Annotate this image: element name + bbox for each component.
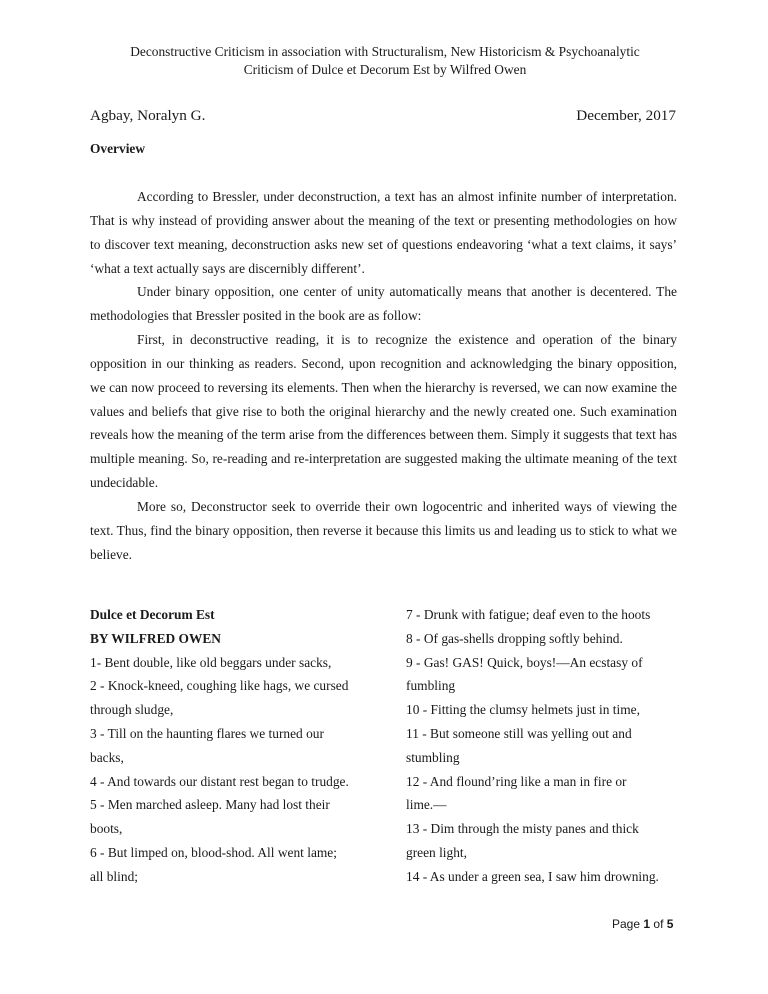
- poem-line: lime.—: [406, 797, 447, 813]
- paragraph: More so, Deconstructor seek to override their own logocentric and inherited ways of viewing the text. Thus, find the binary opposition, then reverse it because this limits us and leading us to stick to what we believe.: [90, 498, 677, 562]
- current-page: 1: [643, 917, 651, 931]
- poem-line: 6 - But limped on, blood-shod. All went lame;: [90, 844, 337, 860]
- header-line-2: Criticism of Dulce et Decorum Est by Wilfred Owen: [243, 62, 527, 77]
- poem-line: 1- Bent double, like old beggars under sacks,: [90, 654, 332, 670]
- poem-right-column: [406, 603, 706, 889]
- poem-line: 7 - Drunk with fatigue; deaf even to the hoots: [406, 607, 651, 622]
- page-number: [612, 917, 673, 931]
- overview-heading: Overview: [90, 141, 146, 156]
- poem-line: 8 - Of gas-shells dropping softly behind.: [406, 630, 623, 646]
- document-header: [90, 43, 680, 79]
- poem-left-column: [90, 603, 390, 889]
- poem-line: 11 - But someone still was yelling out and: [406, 725, 632, 741]
- paragraph: Under binary opposition, one center of unity automatically means that another is decentered. The methodologies that Bressler posited in the book are as follow:: [90, 284, 677, 324]
- poem-line: 10 - Fitting the clumsy helmets just in time,: [406, 702, 640, 718]
- poem-line: all blind;: [90, 868, 138, 884]
- poem-line: 14 - As under a green sea, I saw him drowning.: [406, 868, 659, 884]
- paragraph: First, in deconstructive reading, it is to recognize the existence and operation of the binary opposition in our thinking as readers. Second, upon recognition and acknowledging the binary opposition, we can now proceed to reversing its elements. Then when the hierarchy is reversed, we can now examine the values and beliefs that give rise to both the original hierarchy and the newly created one. Such examination reveals how the meaning of the term arise from the differences between them. Simply it suggests that text has multiple meaning. So, re-reading and re-interpretation are suggested making the ultimate meaning of the text undecidable.: [90, 332, 677, 491]
- poem-line: through sludge,: [90, 702, 174, 718]
- poem-title: Dulce et Decorum Est: [90, 607, 215, 622]
- author-name: Agbay, Noralyn G.: [90, 107, 206, 124]
- of-word: of: [653, 917, 664, 931]
- overview-body: [90, 185, 677, 567]
- poem-line: 9 - Gas! GAS! Quick, boys!—An ecstasy of: [406, 654, 643, 670]
- total-pages: 5: [666, 917, 674, 931]
- paragraph: According to Bressler, under deconstruction, a text has an almost infinite number of interpretation. That is why instead of providing answer about the meaning of the text or presenting methodologies on how to discover text meaning, deconstruction asks new set of questions endeavoring ‘what a text claims, it says’ ‘what a text actually says are discernibly different’.: [90, 189, 677, 276]
- poem-line: 5 - Men marched asleep. Many had lost their: [90, 797, 330, 813]
- poem-line: fumbling: [406, 678, 456, 694]
- poem-byline: BY WILFRED OWEN: [90, 630, 221, 646]
- poem-line: boots,: [90, 821, 123, 837]
- poem-line: 3 - Till on the haunting flares we turned our: [90, 725, 324, 741]
- header-line-1: Deconstructive Criticism in association with Structuralism, New Historicism & Psychoanalytic: [130, 44, 640, 59]
- poem-line: backs,: [90, 749, 124, 765]
- poem-line: 4 - And towards our distant rest began to trudge.: [90, 773, 349, 789]
- poem-line: stumbling: [406, 749, 460, 765]
- author-date-row: [90, 107, 676, 125]
- page-word: Page: [612, 917, 641, 931]
- poem-line: green light,: [406, 844, 467, 860]
- document-date: December, 2017: [576, 107, 676, 124]
- poem-line: 12 - And flound’ring like a man in fire or: [406, 773, 627, 789]
- poem-line: 13 - Dim through the misty panes and thick: [406, 821, 639, 837]
- poem-line: 2 - Knock-kneed, coughing like hags, we cursed: [90, 678, 349, 694]
